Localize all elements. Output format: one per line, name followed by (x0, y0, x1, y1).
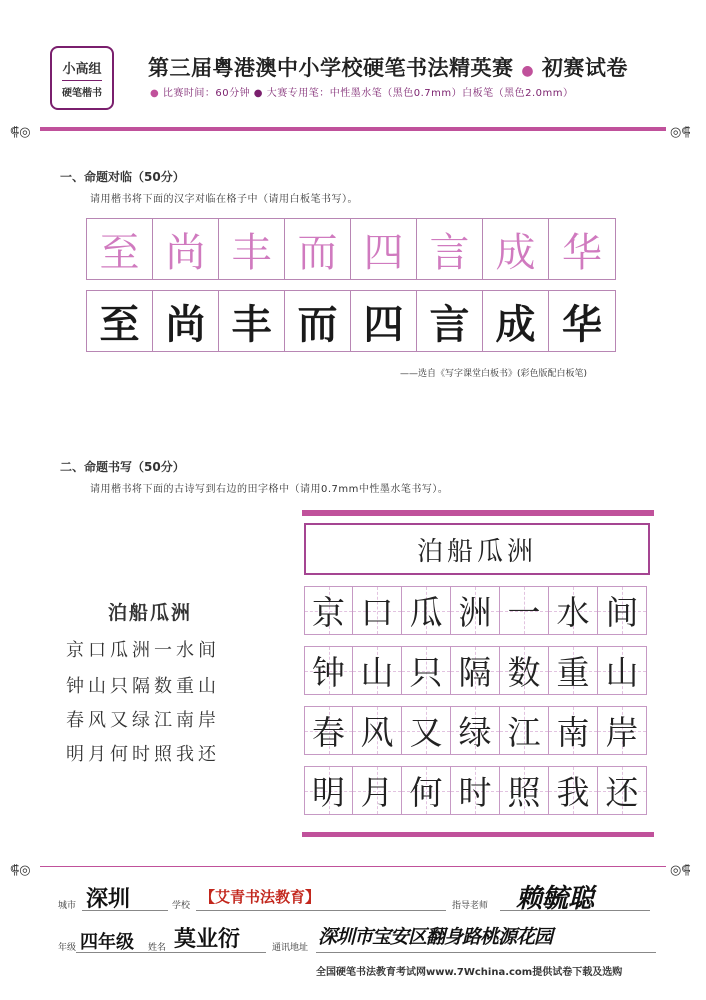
website-footer: 全国硬笔书法教育考试网www.7Wchina.com提供试卷下载及选购 (316, 967, 623, 978)
address-underline (316, 952, 656, 953)
school-underline (196, 910, 446, 911)
poem-top-band (302, 510, 654, 516)
answer-character: 南 (556, 713, 590, 752)
answer-character: 水 (556, 593, 590, 632)
tianzige-cell (451, 646, 500, 695)
header-divider (40, 127, 666, 131)
answer-character: 钟 (312, 653, 345, 692)
answer-character: 还 (605, 773, 639, 812)
address-value: 深圳市宝安区翻身路桃源花园 (318, 926, 553, 948)
answer-character: 春 (312, 713, 345, 752)
group-badge (50, 46, 114, 110)
section1-instructions: 请用楷书将下面的汉字对临在格子中（请用白板笔书写）。 (90, 194, 358, 205)
poem-bottom-band (302, 832, 654, 837)
footer-divider (40, 866, 666, 867)
name-underline (76, 952, 266, 953)
model-character: 尚 (153, 219, 219, 279)
name-label: 姓名 (148, 943, 167, 953)
answer-character: 时 (458, 773, 492, 812)
answer-grid-row (304, 766, 647, 815)
tianzige-cell (353, 706, 402, 755)
poem-line-2: 钟山只隔数重山 (66, 676, 220, 697)
city-label: 城市 (58, 901, 77, 911)
model-character: 四 (351, 219, 417, 279)
tianzige-cell (402, 586, 451, 635)
teacher-value: 赖毓聪 (516, 884, 595, 914)
tianzige-cell (549, 706, 598, 755)
written-character: 言 (417, 291, 483, 351)
address-label: 通讯地址 (272, 943, 309, 953)
tianzige-cell (353, 646, 402, 695)
answer-character: 山 (605, 653, 639, 692)
exam-info: ● 比赛时间：60分钟 ● 大赛专用笔：中性墨水笔（黑色0.7mm）白板笔（黑色2.0mm） (150, 88, 574, 99)
poem-line-3: 春风又绿江南岸 (66, 710, 220, 731)
written-character: 尚 (153, 291, 219, 351)
answer-character: 我 (556, 773, 590, 812)
tianzige-cell (500, 766, 549, 815)
answer-character: 照 (507, 773, 541, 812)
tianzige-cell (304, 706, 353, 755)
answer-grid-row (304, 646, 647, 695)
answer-character: 江 (507, 713, 541, 752)
script-type-label: 硬笔楷书 (62, 87, 102, 99)
tianzige-cell (598, 706, 647, 755)
tianzige-cell (353, 586, 402, 635)
answer-character: 瓜 (409, 593, 443, 632)
tianzige-cell (500, 586, 549, 635)
section1-title: 一、命题对临（50分） (60, 170, 185, 184)
answer-character: 洲 (458, 593, 492, 632)
answer-character: 明 (312, 773, 345, 812)
written-character: 至 (87, 291, 153, 351)
answer-character: 岸 (605, 713, 639, 752)
section2-instructions: 请用楷书将下面的古诗写到右边的田字格中（请用0.7mm中性墨水笔书写）。 (90, 484, 449, 495)
answer-character: 只 (409, 653, 443, 692)
answer-character: 重 (556, 653, 590, 692)
tianzige-cell (451, 586, 500, 635)
teacher-label: 指导老师 (452, 901, 489, 911)
tianzige-cell (402, 646, 451, 695)
source-note: ——选自《写字课堂白板书》(彩色版配白板笔) (400, 369, 588, 379)
answer-character: 一 (507, 593, 541, 632)
poem-line-1: 京口瓜洲一水间 (66, 640, 220, 661)
section2-title: 二、命题书写（50分） (60, 460, 185, 474)
poem-title: 泊船瓜洲 (108, 602, 193, 624)
tianzige-cell (402, 706, 451, 755)
written-characters-row (86, 290, 616, 352)
answer-poem-title: 泊船瓜洲 (304, 523, 650, 575)
tianzige-cell (304, 766, 353, 815)
tianzige-cell (304, 646, 353, 695)
model-character: 言 (417, 219, 483, 279)
tianzige-cell (598, 766, 647, 815)
bullet-icon: ● (150, 88, 163, 99)
answer-character: 风 (360, 713, 394, 752)
tianzige-cell (402, 766, 451, 815)
answer-character: 又 (409, 713, 443, 752)
school-value: 【艾青书法教育】 (200, 888, 321, 906)
answer-grid (304, 586, 647, 826)
ornament-left-icon: ⸿◎ (10, 125, 31, 140)
model-character: 至 (87, 219, 153, 279)
written-character: 丰 (219, 291, 285, 351)
page-title: 第三届粤港澳中小学校硬笔书法精英赛 ● 初赛试卷 (148, 56, 628, 80)
tianzige-cell (500, 706, 549, 755)
grade-value: 四年级 (80, 932, 134, 953)
teacher-underline (500, 910, 650, 911)
footer-ornament-left-icon: ⸿◎ (10, 863, 31, 878)
tianzige-cell (451, 706, 500, 755)
school-label: 学校 (172, 901, 191, 911)
answer-grid-row (304, 586, 647, 635)
answer-character: 口 (360, 593, 394, 632)
city-value: 深圳 (86, 886, 131, 912)
model-character: 华 (562, 229, 602, 276)
title-dot-icon: ● (521, 63, 535, 79)
poem-line-4: 明月何时照我还 (66, 744, 220, 765)
answer-character: 数 (507, 653, 541, 692)
model-characters-row (86, 218, 616, 280)
answer-character: 间 (605, 593, 639, 632)
answer-character: 月 (360, 773, 394, 812)
written-character: 而 (285, 291, 351, 351)
group-label: 小高组 (62, 58, 101, 81)
city-underline (82, 910, 168, 911)
answer-grid-row (304, 706, 647, 755)
tianzige-cell (304, 586, 353, 635)
model-character: 而 (285, 219, 351, 279)
written-character: 华 (562, 300, 602, 348)
model-character: 丰 (219, 219, 285, 279)
tianzige-cell (598, 586, 647, 635)
title-suffix: 初赛试卷 (541, 56, 628, 80)
tianzige-cell (353, 766, 402, 815)
tianzige-cell (451, 766, 500, 815)
written-character: 成 (483, 291, 549, 351)
model-character: 成 (483, 219, 549, 279)
name-value: 莫业衍 (174, 926, 241, 952)
answer-character: 山 (360, 653, 394, 692)
tianzige-cell (549, 646, 598, 695)
answer-character: 绿 (458, 713, 492, 752)
written-character: 四 (351, 291, 417, 351)
tianzige-cell (549, 586, 598, 635)
answer-character: 何 (409, 773, 443, 812)
answer-character: 京 (312, 593, 345, 632)
answer-character: 隔 (458, 653, 492, 692)
tianzige-cell (500, 646, 549, 695)
ornament-right-icon: ◎⸿ (670, 125, 691, 140)
footer-ornament-right-icon: ◎⸿ (670, 863, 691, 878)
grade-label: 年级 (58, 943, 77, 953)
tianzige-cell (598, 646, 647, 695)
tianzige-cell (549, 766, 598, 815)
